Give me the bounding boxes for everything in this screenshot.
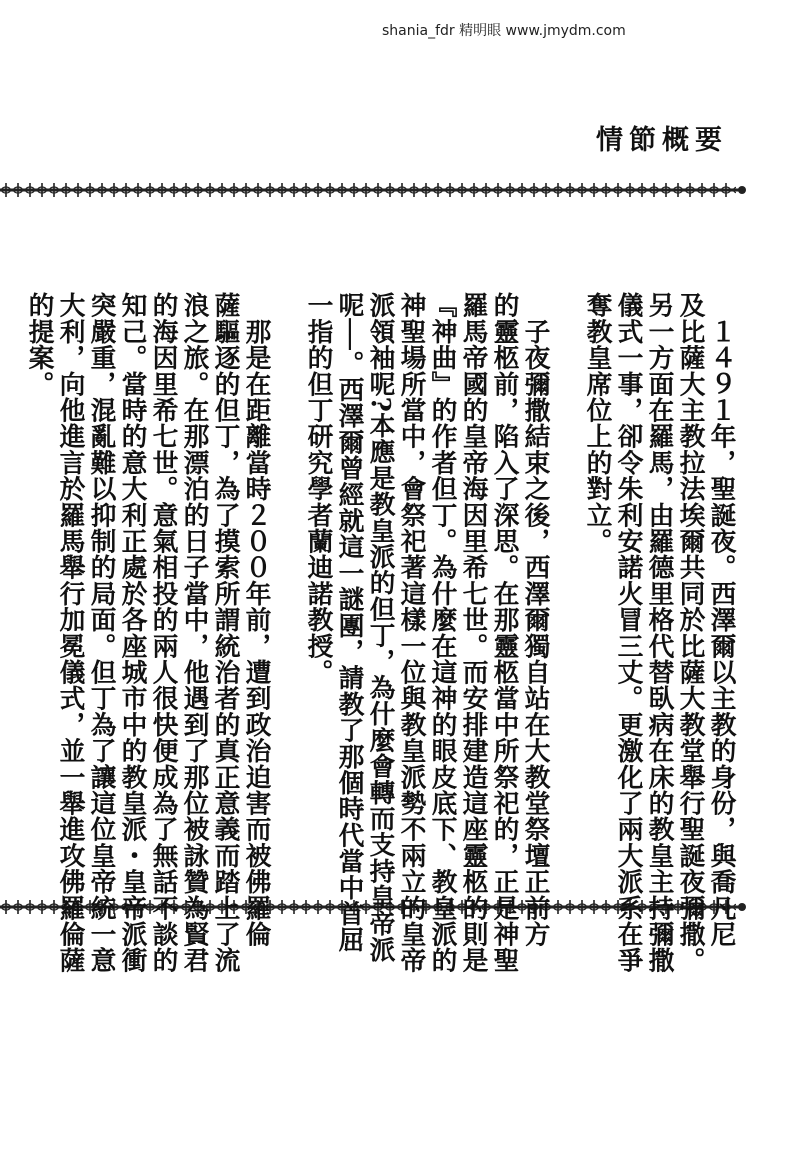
text-column: 薩驅逐的但丁，為了摸索所謂統治者的真正意義而踏上了流 bbox=[210, 292, 240, 974]
text-column: 及比薩大主教拉法埃爾共同於比薩大教堂舉行聖誕夜彌撒。 bbox=[675, 292, 705, 974]
text-column: 的海因里希七世。意氣相投的兩人很快便成為了無話不談的 bbox=[148, 292, 178, 974]
text-column: 一指的但丁研究學者蘭迪諾教授。 bbox=[303, 292, 333, 685]
text-column: 『神曲』的作者但丁。為什麼在這神的眼皮底下、教皇派的 bbox=[427, 292, 457, 974]
text-column: 浪之旅。在那漂泊的日子當中，他遇到了那位被詠贊為賢君 bbox=[179, 292, 209, 974]
text-column: 突嚴重，混亂難以抑制的局面。但丁為了讓這位皇帝統一意 bbox=[86, 292, 116, 974]
text-column: 呢──。西澤爾曾經就這一謎團，請教了那個時代當中首屈 bbox=[334, 292, 364, 953]
text-column: 羅馬帝國的皇帝海因里希七世。而安排建造這座靈柩的則是 bbox=[458, 292, 488, 974]
page-title: 情節概要 bbox=[596, 125, 728, 156]
text-column: 那是在距離當時２００年前，遭到政治迫害而被佛羅倫 bbox=[241, 292, 271, 947]
text-column: 另一方面在羅馬，由羅德里格代替臥病在床的教皇主持彌撒 bbox=[644, 292, 674, 974]
text-column: 知己。當時的意大利正處於各座城市中的教皇派・皇帝派衝 bbox=[117, 292, 147, 974]
text-column: 大利，向他進言於羅馬舉行加冕儀式，並一舉進攻佛羅倫薩 bbox=[55, 292, 85, 974]
text-column: 奪教皇席位上的對立。 bbox=[582, 292, 612, 554]
text-column: 子夜彌撒結束之後，西澤爾獨自站在大教堂祭壇正前方 bbox=[520, 292, 550, 947]
watermark-text: shania_fdr 精明眼 www.jmydm.com bbox=[382, 23, 626, 39]
text-column: 的靈柩前，陷入了深思。在那靈柩當中所祭祀的，正是神聖 bbox=[489, 292, 519, 974]
text-column: 儀式一事，卻令朱利安諾火冒三丈。更激化了兩大派系在爭 bbox=[613, 292, 643, 974]
text-column: １４９１年，聖誕夜。西澤爾以主教的身份，與喬凡尼 bbox=[706, 292, 736, 947]
text-column: 的提案。 bbox=[24, 292, 54, 397]
text-column: 神聖場所當中，會祭祀著這樣一位與教皇派勢不兩立的皇帝 bbox=[396, 292, 426, 974]
ornamental-border-top bbox=[0, 181, 750, 199]
text-column: 派領袖呢?本應是教皇派的但丁，為什麼會轉而支持皇帝派 bbox=[365, 292, 395, 963]
